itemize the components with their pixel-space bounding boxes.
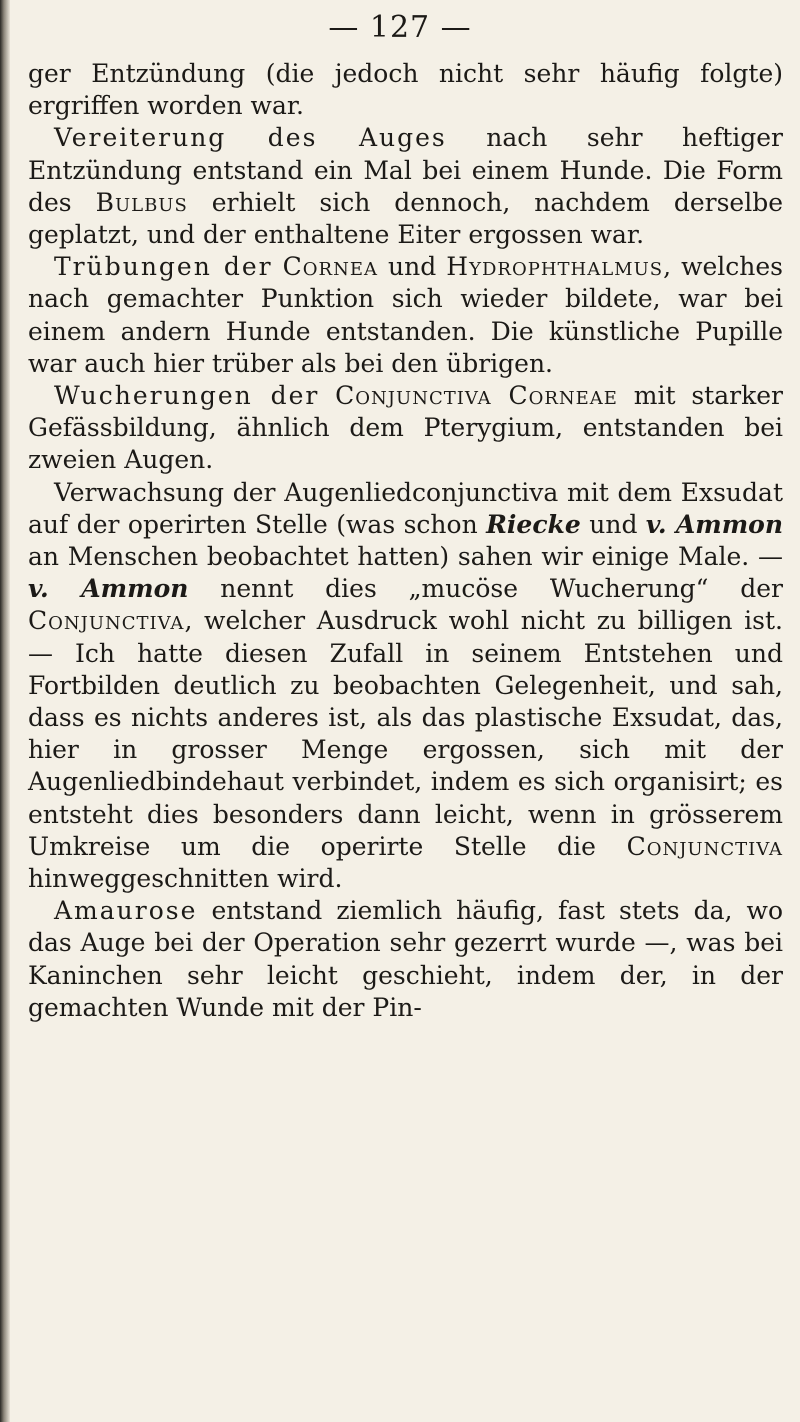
text-run: Cornea — [282, 252, 378, 282]
text-run: Wucherungen der — [54, 381, 320, 411]
paragraph — [28, 895, 783, 1024]
paragraph — [28, 251, 783, 380]
paragraph — [28, 122, 783, 251]
text-run: und — [378, 252, 447, 282]
text-run: nennt dies „mucöse Wucherung“ der — [188, 574, 784, 604]
text-run: , welcher Ausdruck wohl nicht zu billigen ist. — Ich hatte diesen Zufall in seinem Entstehen und Fortbilden deutlich zu beobachten Gelegenheit, und sah, dass es nichts anderes ist, als das plastische Exsudat, das, hier in grosser Menge ergossen, sich mit der Augenliedbindehaut verbindet, indem es sich organisirt; es entsteht dies besonders dann leicht, wenn in grösserem Umkreise um die operirte Stelle die — [28, 606, 783, 861]
text-run: und — [580, 509, 646, 539]
paragraph — [28, 58, 783, 122]
text-run: Conjunctiva — [626, 831, 783, 861]
text-run: Conjunctiva — [28, 606, 185, 636]
text-run: ger Entzündung (die jedoch nicht sehr häufig folgte) ergriffen worden war. — [28, 59, 783, 121]
text-run: Bulbus — [95, 187, 188, 217]
text-run: Verwachsung der Augenliedconjunctiva mit dem Exsudat auf der operirten Stelle (was schon — [28, 477, 783, 539]
text-run: Amaurose — [54, 896, 198, 926]
text-run: Trübungen der — [54, 252, 273, 282]
text-run: Conjunctiva Corneae — [335, 381, 618, 411]
text-run: Riecke — [486, 509, 581, 539]
text-run: hinweggeschnitten wird. — [28, 864, 343, 894]
text-run: nach sehr heftiger Entzündung entstand ein Mal bei einem Hunde. Die Form des — [28, 123, 783, 217]
text-run: an Menschen beobachtet hatten) sahen wir einige Male. — — [28, 542, 783, 572]
text-run — [319, 381, 335, 410]
page-number: — 127 — — [328, 10, 472, 45]
paragraph — [28, 380, 783, 477]
text-run: Hydrophthalmus — [446, 252, 664, 282]
text-run: , welches nach gemachter Punktion sich wieder bildete, war bei einem andern Hunde entstanden. Die künstliche Pupille war auch hier trüber als bei den übrigen. — [28, 252, 784, 378]
text-run: Vereiterung des Auges — [54, 123, 447, 153]
text-run: v. Ammon — [28, 574, 189, 604]
text-run: entstand ziemlich häufig, fast stets da, wo das Auge bei der Operation sehr gezerrt wurde —, was bei Kaninchen sehr leicht geschieht, indem der, in der gemachten Wunde mit der Pin- — [28, 896, 783, 1022]
text-run: erhielt sich dennoch, nachdem derselbe geplatzt, und der enthaltene Eiter ergossen war. — [28, 187, 783, 250]
text-run — [273, 252, 283, 281]
paragraph — [28, 477, 783, 896]
body-text — [28, 58, 783, 1024]
text-run: mit starker Gefässbildung, ähnlich dem Pterygium, entstanden bei zweien Augen. — [28, 381, 783, 475]
text-run: v. Ammon — [645, 509, 784, 539]
